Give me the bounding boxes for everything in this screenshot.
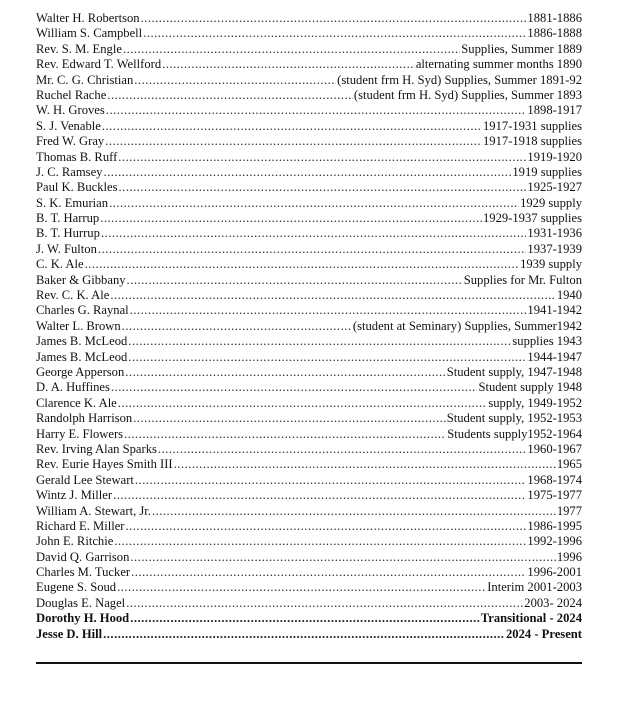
dot-leader	[126, 596, 523, 611]
dot-leader	[141, 11, 527, 26]
entry-term: 1940	[556, 288, 582, 303]
list-item	[36, 365, 582, 380]
entry-name: S. J. Venable	[36, 118, 101, 133]
entry-name: B. T. Hurrup	[36, 226, 100, 241]
dot-leader	[118, 396, 488, 411]
entry-name: Richard E. Miller	[36, 518, 125, 533]
entry-term: 1929 supply	[520, 195, 582, 210]
list-item	[36, 42, 582, 57]
dot-leader	[152, 504, 556, 519]
entry-name: Eugene S. Soud	[36, 580, 117, 595]
entry-name: William A. Stewart, Jr.	[36, 503, 151, 518]
entry-name: Rev. C. K. Ale	[36, 288, 110, 303]
dot-leader	[123, 42, 460, 57]
dot-leader	[103, 627, 505, 642]
entry-name: D. A. Huffines	[36, 380, 110, 395]
entry-term: Student supply, 1947-1948	[446, 364, 582, 379]
dot-leader	[102, 119, 482, 134]
entry-name: Thomas B. Ruff	[36, 149, 118, 164]
list-item	[36, 226, 582, 241]
entry-name: J. C. Ramsey	[36, 164, 103, 179]
entry-name: Fred W. Gray	[36, 134, 105, 149]
dot-leader	[124, 427, 446, 442]
entry-term: Supplies for Mr. Fulton	[463, 272, 582, 287]
list-item	[36, 319, 582, 334]
list-item	[36, 211, 582, 226]
entry-term: supplies 1943	[512, 334, 582, 349]
entry-term: Students supply1952-1964	[447, 426, 582, 441]
list-item	[36, 273, 582, 288]
list-item	[36, 26, 582, 41]
entry-term: 1925-1927	[527, 180, 582, 195]
list-item	[36, 11, 582, 26]
list-item	[36, 565, 582, 580]
dot-leader	[125, 365, 445, 380]
dot-leader	[109, 196, 519, 211]
dot-leader	[107, 88, 353, 103]
dot-leader	[114, 534, 526, 549]
entry-name: John E. Ritchie	[36, 534, 114, 549]
entry-term: 1919-1920	[527, 149, 582, 164]
list-item	[36, 103, 582, 118]
list-item	[36, 88, 582, 103]
dot-leader	[162, 57, 415, 72]
entry-term: 1996	[556, 549, 582, 564]
entry-name: Rev. Irving Alan Sparks	[36, 441, 157, 456]
list-item	[36, 488, 582, 503]
dot-leader	[118, 150, 526, 165]
entry-term: 1919 supplies	[512, 164, 582, 179]
entry-name: Mr. C. G. Christian	[36, 72, 134, 87]
dot-leader	[131, 565, 526, 580]
dot-leader	[105, 134, 482, 149]
list-item	[36, 134, 582, 149]
list-item	[36, 303, 582, 318]
list-item	[36, 504, 582, 519]
dot-leader	[106, 103, 527, 118]
entry-name: W. H. Groves	[36, 103, 105, 118]
entry-term: 1965	[556, 457, 582, 472]
list-item	[36, 611, 582, 626]
list-item	[36, 73, 582, 88]
entry-name: James B. McLeod	[36, 349, 128, 364]
list-item	[36, 257, 582, 272]
entry-term: 1941-1942	[527, 303, 582, 318]
entry-term: 1917-1931 supplies	[483, 118, 582, 133]
entry-name: Baker & Gibbany	[36, 272, 126, 287]
list-item	[36, 411, 582, 426]
list-item	[36, 596, 582, 611]
entry-term: Supplies, Summer 1889	[461, 41, 582, 56]
entry-name: Dorothy H. Hood	[36, 611, 130, 626]
entry-term: 1898-1917	[527, 103, 582, 118]
entry-term: Interim 2001-2003	[487, 580, 582, 595]
list-item	[36, 242, 582, 257]
list-item	[36, 457, 582, 472]
entry-term: 1931-1936	[527, 226, 582, 241]
entry-name: S. K. Emurian	[36, 195, 109, 210]
entry-name: Walter H. Robertson	[36, 11, 140, 25]
entry-term: 1986-1995	[527, 518, 582, 533]
entry-name: Paul K. Buckles	[36, 180, 118, 195]
entry-term: 1975-1977	[527, 488, 582, 503]
entry-name: Walter L. Brown	[36, 318, 121, 333]
entry-term: 1944-1947	[527, 349, 582, 364]
list-item	[36, 119, 582, 134]
entry-name: Harry E. Flowers	[36, 426, 124, 441]
entry-term: supply, 1949-1952	[488, 395, 582, 410]
entry-term: 1929-1937 supplies	[483, 211, 582, 226]
entry-term: 1937-1939	[527, 241, 582, 256]
dot-leader	[135, 473, 527, 488]
entry-term: 1917-1918 supplies	[483, 134, 582, 149]
list-item	[36, 196, 582, 211]
dot-leader	[113, 488, 526, 503]
dot-leader	[119, 180, 527, 195]
dot-leader	[128, 350, 526, 365]
list-item	[36, 627, 582, 642]
entry-term: Student supply 1948	[478, 380, 582, 395]
dot-leader	[130, 550, 555, 565]
list-item	[36, 534, 582, 549]
entry-term: 1881-1886	[527, 11, 582, 25]
list-item	[36, 519, 582, 534]
entry-name: Rev. S. M. Engle	[36, 41, 122, 56]
entry-term: 1996-2001	[527, 565, 582, 580]
entry-name: James B. McLeod	[36, 334, 128, 349]
entry-name: Charles M. Tucker	[36, 565, 131, 580]
entry-name: David Q. Garrison	[36, 549, 130, 564]
dot-leader	[128, 334, 511, 349]
list-item	[36, 350, 582, 365]
entry-name: Randolph Harrison	[36, 411, 133, 426]
entry-name: Rev. Eurie Hayes Smith III	[36, 457, 173, 472]
list-item	[36, 150, 582, 165]
dot-leader	[110, 288, 555, 303]
list-item	[36, 442, 582, 457]
list-item	[36, 334, 582, 349]
list-item	[36, 288, 582, 303]
entry-term: 1886-1888	[527, 26, 582, 41]
entry-term: 1960-1967	[527, 441, 582, 456]
entry-name: Douglas E. Nagel	[36, 595, 126, 610]
dot-leader	[158, 442, 527, 457]
entry-name: Rev. Edward T. Wellford	[36, 57, 162, 72]
list-item	[36, 550, 582, 565]
dot-leader	[117, 580, 486, 595]
dot-leader	[85, 257, 519, 272]
dot-leader	[98, 242, 527, 257]
list-item	[36, 396, 582, 411]
entry-name: Ruchel Rache	[36, 87, 107, 102]
entry-name: William S. Campbell	[36, 26, 143, 41]
entry-name: Charles G. Raynal	[36, 303, 129, 318]
dot-leader	[100, 211, 482, 226]
list-item	[36, 57, 582, 72]
entry-term: 1939 supply	[520, 257, 582, 272]
pastor-list	[36, 11, 582, 642]
dot-leader	[122, 319, 352, 334]
entry-term: (student at Seminary) Supplies, Summer1942	[352, 318, 582, 333]
entry-term: 2024 - Present	[505, 626, 582, 641]
entry-term: 2003- 2024	[524, 595, 582, 610]
entry-term: Student supply, 1952-1953	[446, 411, 582, 426]
entry-term: Transitional - 2024	[480, 611, 582, 626]
dot-leader	[127, 273, 463, 288]
dot-leader	[130, 611, 480, 626]
entry-term: 1992-1996	[527, 534, 582, 549]
entry-term: 1977	[556, 503, 582, 518]
entry-name: J. W. Fulton	[36, 241, 97, 256]
entry-term: (student frm H. Syd) Supplies, Summer 1893	[353, 87, 582, 102]
dot-leader	[134, 73, 336, 88]
dot-leader	[103, 165, 511, 180]
dot-leader	[130, 303, 527, 318]
entry-name: Gerald Lee Stewart	[36, 472, 134, 487]
entry-term: 1968-1974	[527, 472, 582, 487]
entry-name: Jesse D. Hill	[36, 626, 103, 641]
entry-name: C. K. Ale	[36, 257, 84, 272]
bottom-rule	[36, 662, 582, 664]
list-item	[36, 180, 582, 195]
entry-term: alternating summer months 1890	[415, 57, 582, 72]
dot-leader	[133, 411, 446, 426]
entry-name: Wintz J. Miller	[36, 488, 113, 503]
dot-leader	[143, 26, 526, 41]
list-item	[36, 427, 582, 442]
list-item	[36, 165, 582, 180]
dot-leader	[101, 226, 527, 241]
list-item	[36, 380, 582, 395]
entry-name: Clarence K. Ale	[36, 395, 117, 410]
dot-leader	[111, 380, 478, 395]
entry-term: (student frm H. Syd) Supplies, Summer 1891-92	[337, 72, 582, 87]
entry-name: George Apperson	[36, 364, 125, 379]
entry-name: B. T. Harrup	[36, 211, 100, 226]
dot-leader	[125, 519, 526, 534]
list-item	[36, 580, 582, 595]
list-item	[36, 473, 582, 488]
dot-leader	[174, 457, 556, 472]
